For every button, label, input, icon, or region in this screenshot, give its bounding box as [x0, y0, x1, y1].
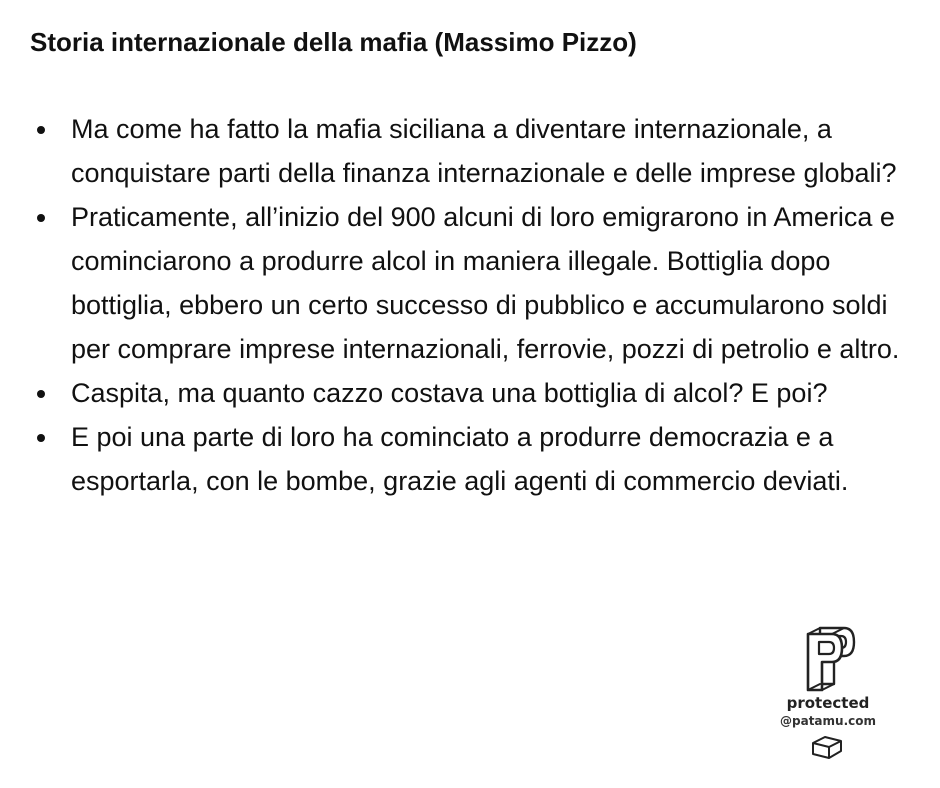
bullet-icon: [37, 434, 45, 442]
bullet-icon: [37, 214, 45, 222]
bullet-list: [30, 107, 900, 503]
list-item: [30, 107, 900, 195]
list-item-text: Ma come ha fatto la mafia siciliana a diventare internazionale, a conquistare parti della finanza internazionale e delle imprese globali?: [71, 114, 897, 188]
list-item-text: E poi una parte di loro ha cominciato a produrre democrazia e a esportarla, con le bombe, grazie agli agenti di commercio deviati.: [71, 422, 849, 496]
list-item-text: Praticamente, all’inizio del 900 alcuni di loro emigrarono in America e cominciarono a produrre alcol in maniera illegale. Bottiglia dopo bottiglia, ebbero un certo successo di pubblico e accumularono soldi per comprare imprese internazionali, ferrovie, pozzi di petrolio e altro.: [71, 202, 900, 364]
watermark-site: @patamu.com: [780, 714, 876, 728]
page-title: Storia internazionale della mafia (Massimo Pizzo): [30, 27, 637, 57]
box-icon: [810, 734, 844, 760]
bullet-icon: [37, 390, 45, 398]
list-item-text: Caspita, ma quanto cazzo costava una bottiglia di alcol? E poi?: [71, 378, 828, 408]
watermark-label: protected: [786, 694, 870, 712]
list-item: [30, 195, 900, 371]
patamu-p-logo-icon: [800, 624, 856, 694]
list-item: [30, 371, 900, 415]
protected-watermark: [776, 624, 880, 764]
list-item: [30, 415, 900, 503]
bullet-icon: [37, 126, 45, 134]
